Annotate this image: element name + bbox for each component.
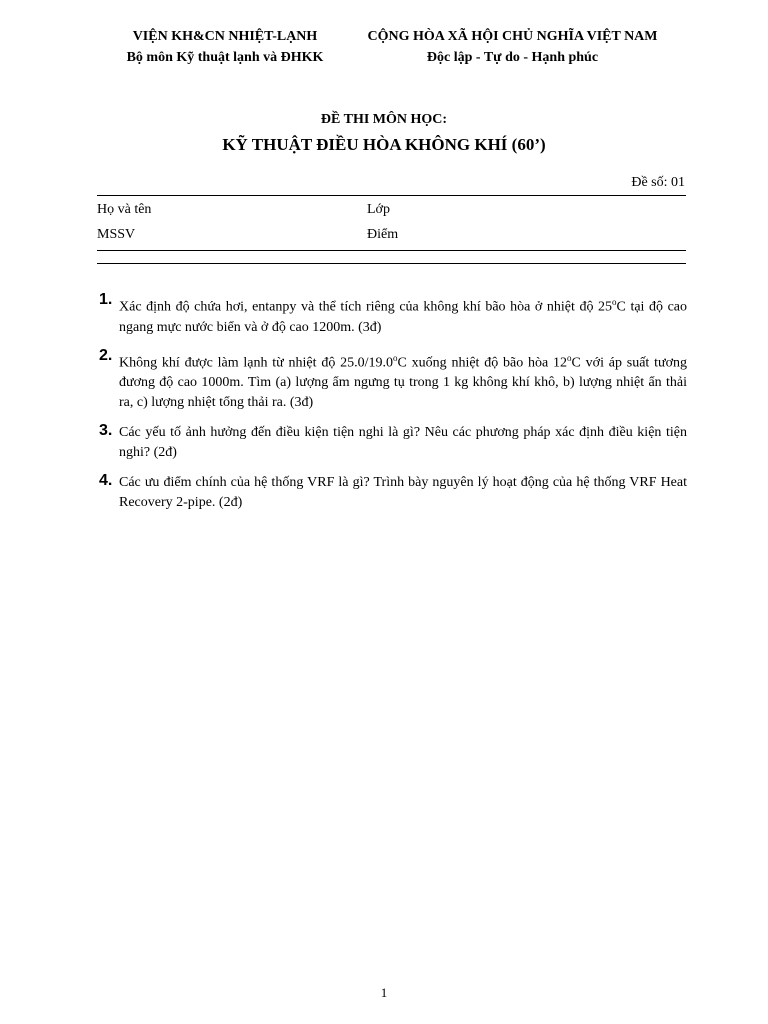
question-number: 3. (99, 422, 113, 440)
question-text: Các yếu tố ảnh hưởng đến điều kiện tiện nghi là gì? Nêu các phương pháp xác định điều kiện tiện nghi? (2đ) (119, 425, 687, 461)
national-title: CỘNG HÒA XÃ HỘI CHỦ NGHĨA VIỆT NAM (367, 29, 658, 44)
question-number: 4. (99, 472, 113, 490)
question-item (97, 423, 687, 463)
question-text: Các ưu điểm chính của hệ thống VRF là gì? Trình bày nguyên lý hoạt động của hệ thống VRF Heat Recovery 2-pipe. (2đ) (119, 475, 687, 511)
question-text: Không khí được làm lạnh từ nhiệt độ 25.0/19.0$^o$C xuống nhiệt độ bão hòa 12$^o$C với áp suất tương đương độ cao 1000m. Tìm (a) lượng ẩm ngưng tụ trong 1 kg không khí khô, b) lượng nhiệt ẩn thải ra, c) lượng nhiệt tổng thải ra. (3đ) (119, 352, 687, 411)
exam-title-line1: ĐỀ THI MÔN HỌC: (320, 112, 448, 127)
question-text: Xác định độ chứa hơi, entanpy và thể tích riêng của không khí bão hòa ở nhiệt độ 25$^o$C tại độ cao ngang mực nước biển và ở độ cao 1200m. (3đ) (119, 297, 687, 335)
exam-title-line2: KỸ THUẬT ĐIỀU HÒA KHÔNG KHÍ (60’) (222, 135, 546, 154)
question-list (97, 292, 687, 523)
exam-code: Đề số: 01 (631, 175, 685, 190)
national-motto: Độc lập - Tự do - Hạnh phúc (426, 50, 599, 65)
name-label: Họ và tên (97, 202, 152, 217)
score-label: Điểm (367, 227, 399, 242)
question-item (97, 348, 687, 414)
question-item (97, 473, 687, 513)
question-item (97, 292, 687, 338)
question-number: 2. (99, 346, 113, 364)
institute-header (100, 26, 350, 68)
page-number: 1 (380, 985, 388, 1000)
department-name: Bộ môn Kỹ thuật lạnh và ĐHKK (126, 50, 324, 65)
question-number: 1. (99, 291, 113, 308)
divider-top (97, 195, 686, 196)
institute-name: VIỆN KH&CN NHIỆT-LẠNH (132, 29, 318, 44)
divider-bottom (97, 263, 686, 264)
exam-title (0, 110, 768, 158)
student-id-label: MSSV (97, 227, 136, 242)
divider-middle (97, 250, 686, 251)
national-header (350, 26, 675, 68)
class-label: Lớp (367, 202, 390, 217)
